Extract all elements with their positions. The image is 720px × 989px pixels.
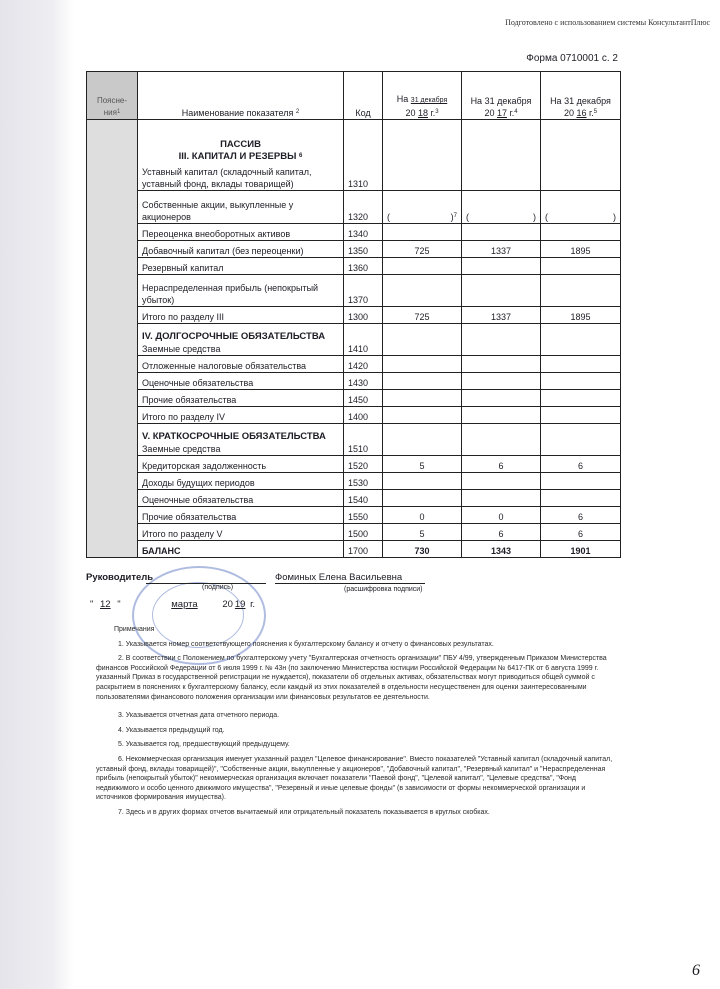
value-2018: [383, 373, 462, 390]
note-item: 4. Указывается предыдущий год.: [118, 726, 225, 734]
value-2016: [541, 120, 621, 191]
col-explanation-label: Поясне- ния: [96, 96, 128, 117]
table-row: [87, 120, 621, 191]
row-code: 1450: [344, 390, 383, 407]
row-code: 1370: [344, 275, 383, 307]
row-code: 1410: [344, 324, 383, 356]
page-number: 6: [692, 962, 700, 979]
row-name: Итого по разделу III: [138, 307, 344, 324]
value-2018: [383, 275, 462, 307]
paren-close: ): [613, 212, 616, 222]
form-code: Форма 0710001 с. 2: [526, 53, 618, 64]
col-period-3: [541, 72, 621, 120]
name-caption: (расшифровка подписи): [344, 586, 423, 593]
row-name: Заемные средства: [142, 344, 221, 354]
balance-label: БАЛАНС: [138, 541, 344, 558]
signer-name: Фоминых Елена Васильевна: [275, 572, 425, 584]
value-2018: [383, 224, 462, 241]
value-2018: 5: [383, 524, 462, 541]
paren-open: (: [545, 212, 548, 222]
value-2017: 0: [462, 507, 541, 524]
table-row: [87, 307, 621, 324]
value-2016: [541, 275, 621, 307]
balance-sheet-table: [86, 71, 621, 558]
period-2-prefix: На 31 декабря: [470, 96, 532, 106]
header-row: [87, 72, 621, 120]
value-2017: [462, 324, 541, 356]
value-2018: [383, 407, 462, 424]
value-2017: [462, 407, 541, 424]
table-row: [87, 524, 621, 541]
value-2018: [383, 390, 462, 407]
row-name: Переоценка внеоборотных активов: [138, 224, 344, 241]
period-1-prefix: На: [396, 94, 409, 104]
row-code: 1350: [344, 241, 383, 258]
col-period-1: [383, 72, 462, 120]
value-2017: [462, 120, 541, 191]
table-row: [87, 490, 621, 507]
row-code: 1510: [344, 424, 383, 456]
row-name: Прочие обязательства: [138, 507, 344, 524]
paren-close: ): [450, 212, 454, 222]
explanation-cell: [87, 390, 138, 407]
explanation-cell: [87, 356, 138, 373]
value-2018: 725: [383, 241, 462, 258]
table-row: [87, 473, 621, 490]
footnotes: [96, 625, 620, 823]
value-2018: 0: [383, 507, 462, 524]
explanation-cell: [87, 241, 138, 258]
value-2016: [541, 490, 621, 507]
row-name: Нераспределенная прибыль (непокрытый убыток): [138, 275, 344, 307]
row-code: 1520: [344, 456, 383, 473]
row-name: Прочие обязательства: [138, 390, 344, 407]
period-3-prefix: На 31 декабря: [550, 96, 611, 106]
value-2017: [462, 191, 541, 224]
table-row: [87, 191, 621, 224]
value-2018: 5: [383, 456, 462, 473]
table-row: [87, 224, 621, 241]
row-code: 1700: [344, 541, 383, 558]
value-2017: 6: [462, 524, 541, 541]
value-2017: [462, 356, 541, 373]
note-item: 6. Некоммерческая организация именует указанный раздел "Целевое финансирование". Вместо показателей "Уставный капитал (складочный капитал, уставный фонд, вклады товарищей)", "Собственные акции, выкупленные у акционеров", "Добавочный капитал", "Резервный капитал" и "Нераспределенная прибыль (непокрытый убыток)" некоммерческая организация включает показатели "Паевой фонд", "Целевой капитал", "Целевые средства", "Фонд недвижимого и особо ценного движимого имущества", "Резервный и иные целевые фонды" (в зависимости от формы некоммерческой организации и источников формирования имущества).: [96, 755, 613, 802]
table-row: [87, 507, 621, 524]
note-item: 1. Указывается номер соответствующего пояснения к бухгалтерскому балансу и отчету о финансовых результатах.: [118, 640, 494, 648]
table-row: [87, 324, 621, 356]
row-code: 1320: [344, 191, 383, 224]
value-2016: [541, 473, 621, 490]
row-name: Доходы будущих периодов: [138, 473, 344, 490]
value-2016: [541, 424, 621, 456]
signature-block: [86, 572, 620, 612]
note-item: 2. В соответствии с Положением по бухгалтерскому учету "Бухгалтерская отчетность организации" ПБУ 4/99, утвержденным Приказом Министерства финансов Российской Федерации от 6 июля 1999 г. № 43н (по заключению Министерства юстиции Российской Федерации № 6417-ПК от 6 августа 1999 г. указанный Приказ в государственной регистрации не нуждается), показатели об отдельных активах, обязательствах могут приводиться общей суммой с раскрытием в пояснениях к бухгалтерскому балансу, если каждый из этих показателей в отдельности несущественен для оценки заинтересованными пользователями финансового положения организации или финансовых результатов ее деятельности.: [96, 655, 607, 701]
balance-2017: 1343: [462, 541, 541, 558]
date-day: 12: [100, 599, 111, 610]
col-code: Код: [344, 72, 383, 120]
section-5-title: V. КРАТКОСРОЧНЫЕ ОБЯЗАТЕЛЬСТВА: [142, 431, 326, 442]
period-2-year: 17: [496, 108, 507, 118]
row-name: Оценочные обязательства: [138, 373, 344, 390]
row-name: Итого по разделу IV: [138, 407, 344, 424]
scan-edge: [0, 0, 74, 989]
explanation-cell: [87, 307, 138, 324]
value-2017: [462, 390, 541, 407]
value-2018: 725: [383, 307, 462, 324]
date-month: марта: [171, 599, 198, 610]
date-quote-close: ": [117, 599, 121, 610]
period-3-year: 16: [576, 108, 587, 118]
note-item: 3. Указывается отчетная дата отчетного периода.: [118, 712, 280, 720]
row-code: 1310: [344, 120, 383, 191]
section-3-label: III. КАПИТАЛ И РЕЗЕРВЫ: [178, 151, 297, 162]
header-note: Подготовлено с использованием системы КонсультантПлюс: [505, 18, 710, 27]
value-2016: 1895: [541, 241, 621, 258]
row-name: Оценочные обязательства: [138, 490, 344, 507]
col-period-2: [462, 72, 541, 120]
value-2018: [383, 324, 462, 356]
value-2016: [541, 407, 621, 424]
value-2016: [541, 191, 621, 224]
period-1-suffix: г.: [430, 108, 436, 118]
period-3-suffix: г.: [589, 108, 594, 118]
balance-row: [87, 541, 621, 558]
signature-date: [90, 599, 255, 610]
value-2018: [383, 191, 462, 224]
value-2016: 6: [541, 524, 621, 541]
value-2016: 6: [541, 456, 621, 473]
balance-2016: 1901: [541, 541, 621, 558]
section-3-title: [142, 151, 339, 163]
table-row: [87, 456, 621, 473]
row-name: Собственные акции, выкупленные у акционеров: [138, 191, 344, 224]
footnote-ref: 2: [295, 109, 300, 115]
paren-open: (: [466, 212, 469, 222]
signer-role: Руководитель: [86, 572, 154, 583]
value-2018: [383, 356, 462, 373]
explanation-cell: [87, 324, 138, 356]
value-2017: [462, 275, 541, 307]
section-4-title: IV. ДОЛГОСРОЧНЫЕ ОБЯЗАТЕЛЬСТВА: [142, 331, 326, 342]
balance-2018: 730: [383, 541, 462, 558]
footnote-ref: 3: [435, 109, 439, 115]
section-4-cell: [138, 324, 344, 356]
explanation-cell: [87, 407, 138, 424]
explanation-cell: [87, 473, 138, 490]
footnote-ref: 7: [453, 213, 457, 219]
row-code: 1540: [344, 490, 383, 507]
value-2016: [541, 258, 621, 275]
value-2016: [541, 224, 621, 241]
value-2017: [462, 373, 541, 390]
explanation-cell: [87, 541, 138, 558]
col-name: [138, 72, 344, 120]
section-3-cell: [138, 120, 344, 191]
table-row: [87, 356, 621, 373]
value-2016: [541, 356, 621, 373]
note-item: 7. Здесь и в других формах отчетов вычитаемый или отрицательный показатель показывается в круглых скобках.: [118, 808, 490, 816]
date-year-prefix: 20: [222, 599, 233, 610]
footnote-ref: 6: [299, 153, 303, 159]
explanation-cell: [87, 191, 138, 224]
passiv-title: ПАССИВ: [220, 139, 261, 150]
value-2016: [541, 373, 621, 390]
value-2016: 6: [541, 507, 621, 524]
value-2018: [383, 424, 462, 456]
value-2018: [383, 258, 462, 275]
period-2-suffix: г.: [509, 108, 515, 118]
table-row: [87, 373, 621, 390]
row-name: Итого по разделу V: [138, 524, 344, 541]
table-row: [87, 241, 621, 258]
value-2017: [462, 473, 541, 490]
row-name: Кредиторская задолженность: [138, 456, 344, 473]
table-row: [87, 407, 621, 424]
row-code: 1550: [344, 507, 383, 524]
value-2016: 1895: [541, 307, 621, 324]
period-1-year-prefix: 20: [405, 108, 416, 118]
date-year: 19: [234, 599, 246, 610]
footnote-ref: 4: [514, 109, 518, 115]
row-code: 1430: [344, 373, 383, 390]
table-row: [87, 258, 621, 275]
table-row: [87, 424, 621, 456]
period-2-year-prefix: 20: [484, 108, 495, 118]
explanation-cell: [87, 275, 138, 307]
row-name: Уставный капитал (складочный капитал, уставный фонд, вклады товарищей): [142, 167, 312, 189]
explanation-cell: [87, 490, 138, 507]
footnote-ref: 1: [116, 109, 121, 115]
col-name-label: Наименование показателя: [181, 108, 294, 118]
value-2017: [462, 424, 541, 456]
row-name: Добавочный капитал (без переоценки): [138, 241, 344, 258]
date-quote-open: ": [90, 599, 94, 610]
explanation-cell: [87, 373, 138, 390]
value-2017: 6: [462, 456, 541, 473]
explanation-cell: [87, 224, 138, 241]
row-name: Отложенные налоговые обязательства: [138, 356, 344, 373]
row-code: 1340: [344, 224, 383, 241]
row-code: 1400: [344, 407, 383, 424]
value-2016: [541, 390, 621, 407]
notes-title: Примечания: [114, 626, 155, 633]
row-code: 1500: [344, 524, 383, 541]
explanation-cell: [87, 507, 138, 524]
row-name: Заемные средства: [142, 444, 221, 454]
table-row: [87, 275, 621, 307]
row-code: 1360: [344, 258, 383, 275]
value-2017: [462, 490, 541, 507]
row-name: Резервный капитал: [138, 258, 344, 275]
value-2017: 1337: [462, 307, 541, 324]
paren-close: ): [533, 212, 536, 222]
footnote-ref: 5: [593, 109, 598, 115]
period-1-date: 31 декабря: [410, 97, 448, 104]
row-code: 1420: [344, 356, 383, 373]
table-row: [87, 390, 621, 407]
explanation-cell: [87, 258, 138, 275]
value-2018: [383, 473, 462, 490]
value-2016: [541, 324, 621, 356]
value-2018: [383, 490, 462, 507]
explanation-cell: [87, 120, 138, 191]
col-explanation: [87, 72, 138, 120]
note-item: 5. Указывается год, предшествующий предыдущему.: [118, 741, 290, 749]
explanation-cell: [87, 456, 138, 473]
sign-caption: (подпись): [202, 584, 234, 591]
row-code: 1530: [344, 473, 383, 490]
paren-open: (: [387, 212, 390, 222]
section-5-cell: [138, 424, 344, 456]
value-2017: [462, 224, 541, 241]
value-2017: 1337: [462, 241, 541, 258]
date-year-suffix: г.: [250, 599, 256, 610]
explanation-cell: [87, 524, 138, 541]
value-2018: [383, 120, 462, 191]
value-2017: [462, 258, 541, 275]
period-3-year-prefix: 20: [563, 108, 574, 118]
explanation-cell: [87, 424, 138, 456]
period-1-year: 18: [417, 108, 428, 118]
row-code: 1300: [344, 307, 383, 324]
